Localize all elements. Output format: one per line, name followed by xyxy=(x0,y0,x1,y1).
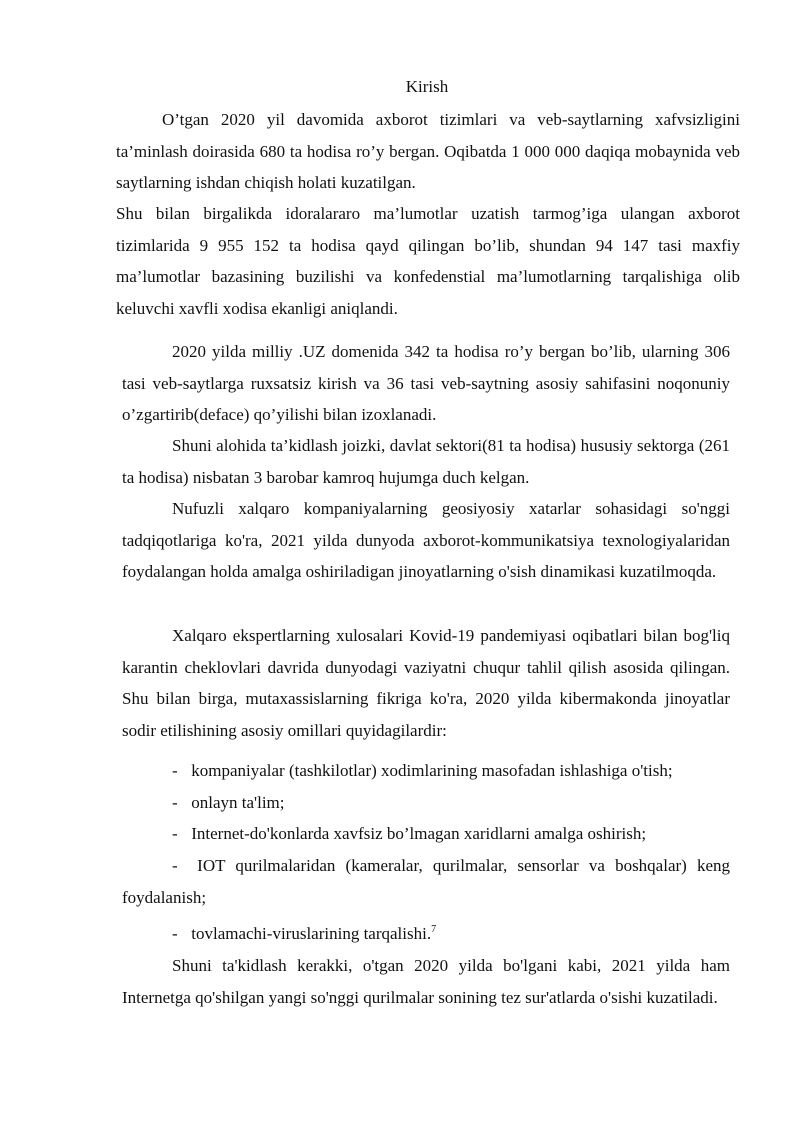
list-dash: - xyxy=(172,761,178,780)
list-item-text: kompaniyalar (tashkilotlar) xodimlarining masofadan ishlashiga o'tish; xyxy=(191,761,673,780)
paragraph-interagency-network: Shu bilan birgalikda idoralararo ma’lumotlar uzatish tarmog’iga ulangan axborot tizimlarida 9 955 152 ta hodisa qayd qilingan bo’lib, shundan 94 147 tasi maxfiy ma’lumotlar bazasining buzilishi va konfedenstial ma’lumotlarning tarqalishiga olib keluvchi xavfli xodisa ekanligi aniqlandi. xyxy=(116,204,740,318)
paragraph-device-growth: Shuni ta'kidlash kerakki, o'tgan 2020 yilda bo'lgani kabi, 2021 yilda ham Internetga qo'shilgan yangi so'nggi qurilmalar sonining tez sur'atlarda o'sishi kuzatiladi. xyxy=(122,956,730,1007)
paragraph-uz-domain: 2020 yilda milliy .UZ domenida 342 ta hodisa ro’y bergan bo’lib, ularning 306 tasi veb-saytlarga ruxsatsiz kirish va 36 tasi veb-saytning asosiy sahifasini noqonuniy o’zgartirib(deface) qo’yilishi bilan izoxlanadi. xyxy=(122,342,730,424)
footnote-marker: 7 xyxy=(431,924,437,935)
list-item xyxy=(122,918,730,950)
list-item-text: IOT qurilmalaridan (kameralar, qurilmalar, sensorlar va boshqalar) keng foydalanish; xyxy=(122,856,731,907)
list-dash: - xyxy=(172,824,178,843)
list-dash: - xyxy=(172,856,178,875)
list-item xyxy=(122,755,730,787)
paragraph-incidents-2020: O’tgan 2020 yil davomida axborot tizimlari va veb-saytlarning xafvsizligini ta’minlash doirasida 680 ta hodisa ro’y bergan. Oqibatda 1 000 000 daqiqa mobaynida veb saytlarning ishdan chiqish holati kuzatilgan. xyxy=(116,110,740,192)
list-item xyxy=(122,787,730,819)
list-item xyxy=(122,818,730,850)
list-item-text: tovlamachi-viruslarining tarqalishi. xyxy=(191,924,432,943)
page-title: Kirish xyxy=(405,77,449,96)
list-item-text: onlayn ta'lim; xyxy=(191,793,285,812)
list-item-text: Internet-do'konlarda xavfsiz bo’lmagan xaridlarni amalga oshirish; xyxy=(191,824,647,843)
list-dash: - xyxy=(172,924,178,943)
list-item xyxy=(122,850,730,913)
list-dash: - xyxy=(172,793,178,812)
paragraph-international-research: Nufuzli xalqaro kompaniyalarning geosiyosiy xatarlar sohasidagi so'nggi tadqiqotlariga ko'ra, 2021 yilda dunyoda axborot-kommunikatsiya texnologiyalaridan foydalangan holda amalga oshiriladigan jinoyatlarning o'sish dinamikasi kuzatilmoqda. xyxy=(122,499,730,581)
paragraph-expert-conclusions: Xalqaro ekspertlarning xulosalari Kovid-19 pandemiyasi oqibatlari bilan bog'liq karantin cheklovlari davrida dunyodagi vaziyatni chuqur tahlil qilish asosida qilingan. Shu bilan birga, mutaxassislarning fikriga ko'ra, 2020 yilda kibermakonda jinoyatlar sodir etilishining asosiy omillari quyidagilardir: xyxy=(122,626,730,740)
paragraph-public-private-sector: Shuni alohida ta’kidlash joizki, davlat sektori(81 ta hodisa) hususiy sektorga (261 ta hodisa) nisbatan 3 barobar kamroq hujumga duch kelgan. xyxy=(122,436,730,487)
